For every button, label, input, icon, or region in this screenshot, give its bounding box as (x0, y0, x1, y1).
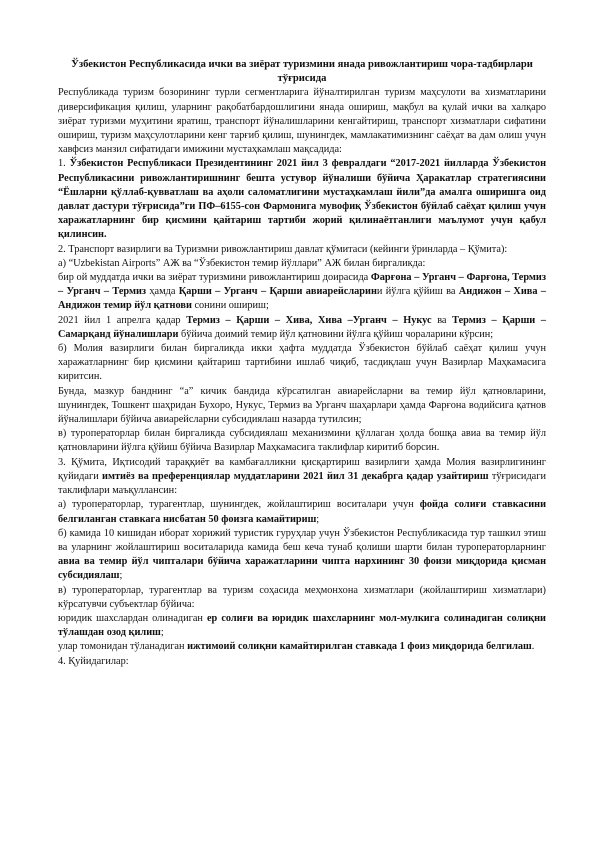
paragraph (58, 157, 546, 242)
text-run: а) туроператорлар, турагентлар, шунингдек, жойлаштириш воситалари учун (58, 499, 420, 511)
text-run: сонини ошириш; (191, 300, 269, 312)
paragraph (58, 86, 546, 157)
text-run: в) туроператорлар, турагентлар ва туризм соҳасида меҳмонхона хизматлари (жойлаштириш хизматлари) кўрсатувчи субъектлар бўйича: (58, 584, 546, 610)
paragraph (58, 314, 546, 342)
paragraph (58, 612, 546, 640)
text-run: улар томонидан тўланадиган (58, 641, 188, 653)
paragraph (58, 640, 546, 654)
document-title: Ўзбекистон Республикасида ички ва зиёрат туризмини янада ривожлантириш чора-тадбирлари тўғрисида (71, 59, 533, 85)
text-run: 4. Қуйидагилар: (58, 655, 129, 667)
paragraph (58, 385, 546, 428)
text-run: в) туроператорлар билан биргаликда субсидиялаш механизмини қўллаган ҳолда бошқа авиа ва темир йўл қатновларини йўлга қўйиш бўйича Вазирлар Маҳкамасига таклифлар киритиб борсин. (58, 428, 546, 454)
paragraph (58, 498, 546, 526)
text-run: 2021 йил 1 апрелга қадар (58, 314, 187, 326)
bold-text-run: авиа ва темир йўл чипталари бўйича харажатларини чипта нархининг 30 фоизи миқдорида қисман субсидиялаш (58, 556, 546, 582)
text-run: Республикада туризм бозорининг турли сегментларига йўналтирилган туризм маҳсулоти ва хизматларини диверсификация қилиш, уларнинг рақобатбардошлигини янада ошириш, мақбул ва қулай ички ва халқаро зиёрат туризми муҳитини яратиш, транспорт йўналишларини кенгайтириш, транспорт хизматлари сифатини ошириш, туризм маҳсулотларини кенг тарғиб қилиш, шунингдек, мамлакатимизнинг саёҳат ва дам олиш учун хавфсиз манзил сифатидаги имижини мустаҳкамлаш мақсадида: (58, 87, 546, 156)
text-run: и йўлга қўйиш ва (376, 286, 459, 298)
bold-text-run: ер солиғи ва юридик шахсларнинг мол-мулкига солинадиган солиқни тўлашдан озод қилиш (58, 612, 546, 639)
text-run: ва (431, 314, 453, 326)
paragraph (58, 427, 546, 455)
paragraph (58, 271, 546, 314)
paragraph (58, 243, 546, 257)
text-run: Бунда, мазкур банднинг “а” кичик бандида кўрсатилган авиарейсларни ва темир йўл қатновларини, шунингдек, Тошкент шаҳридан Бухоро, Нукус, Термиз ва Урганч шаҳарлари ҳамда Фарғона водийсига қатнов йўналишлари бўйича авиарейсларни субсидиялаш назарда тутилсин; (58, 385, 546, 426)
bold-text-run: Ўзбекистон Республикаси Президентининг 2021 йил 3 февралдаги “2017-2021 йилларда Ўзбекистон Республикасини ривожлантиришнинг бешта устувор йўналиши бўйича Ҳаракатлар стратегиясини “Ёшларни қўллаб-қувватлаш ва аҳоли саломатлигини мустаҳкамлаш йили”да амалга оширишга оид давлат дастури тўғрисида”ги ПФ–6155-сон Фармонига мувофиқ Ўзбекистон бўйлаб саёҳат қилиш учун харажатларнинг бир қисмини қайтариш тартиби жорий қилинаётганлиги маълумот учун қабул қилинсин. (58, 158, 547, 241)
bold-text-run: Андижон – Хива – Андижон темир йўл қатнови (58, 286, 546, 312)
paragraph (58, 342, 546, 385)
text-run: б) Молия вазирлиги билан биргаликда икки ҳафта муддатда Ўзбекистон бўйлаб саёҳат қилиш учун харажатларнинг бир қисмини қайтариш тартибини ишлаб чиқиб, тасдиқлаш учун Вазирлар Маҳкамасига киритсин. (58, 343, 546, 383)
bold-text-run: Термиз – Қарши – Самарқанд йўналишлари (58, 314, 546, 340)
bold-text-run: ижтимоий солиқни камайтирилган ставкада 1 фоиз миқдорида белгилаш (187, 641, 532, 653)
bold-text-run: имтиёз ва преференциялар муддатларини 2021 йил 31 декабрга қадар узайтириш (102, 470, 489, 482)
text-run: тўғрисидаги таклифлари маъқуллансин: (58, 470, 546, 497)
text-run: 1. (58, 158, 70, 170)
document-body (58, 86, 546, 668)
paragraph (58, 527, 546, 584)
text-run: ; (160, 627, 164, 639)
bold-text-run: Термиз – Қарши – Хива, Хива –Урганч – Нукус (186, 314, 432, 326)
text-run: 2. Транспорт вазирлиги ва Туризмни ривожлантириш давлат қўмитаси (кейинги ўринларда – Қўмита): (58, 243, 508, 255)
text-run: а) “Uzbekistan Airports” АЖ ва “Ўзбекистон темир йўллари” АЖ билан биргаликда: (58, 257, 426, 269)
text-run: бир ой муддатда ички ва зиёрат туризмини ривожлантириш доирасида (58, 272, 371, 284)
bold-text-run: Фарғона – Урганч – Фарғона, Термиз – Урганч – Термиз (58, 272, 547, 298)
paragraph (58, 655, 546, 669)
paragraph (58, 257, 546, 271)
text-run: ; (119, 570, 123, 582)
text-run: б) камида 10 кишидан иборат хорижий туристик гуруҳлар учун Ўзбекистон Республикасида тур ташкил этиш ва уларнинг жойлаштириш воситаларида камида беш кеча тунаб қолиши шарти билан туроператорларнинг (58, 527, 546, 553)
text-run: ҳамда (146, 286, 179, 298)
text-run: . (531, 641, 535, 653)
paragraph (58, 456, 546, 499)
paragraph (58, 584, 546, 612)
text-run: бўйича доимий темир йўл қатновини йўлга қўйиш чораларини кўрсин; (178, 328, 494, 340)
text-run: ; (316, 513, 320, 525)
bold-text-run: Қарши – Урганч – Қарши авиарейсларин (178, 286, 377, 298)
bold-text-run: фойда солиғи ставкасини белгиланган ставкага нисбатан 50 фоизга камайтириш (58, 499, 547, 525)
text-run: юридик шахслардан олинадиган (58, 612, 207, 624)
text-run: 3. Қўмита, Иқтисодий тараққиёт ва камбағалликни қисқартириш вазирлиги ҳамда Молия вазирлигининг қуйидаги (58, 456, 546, 482)
